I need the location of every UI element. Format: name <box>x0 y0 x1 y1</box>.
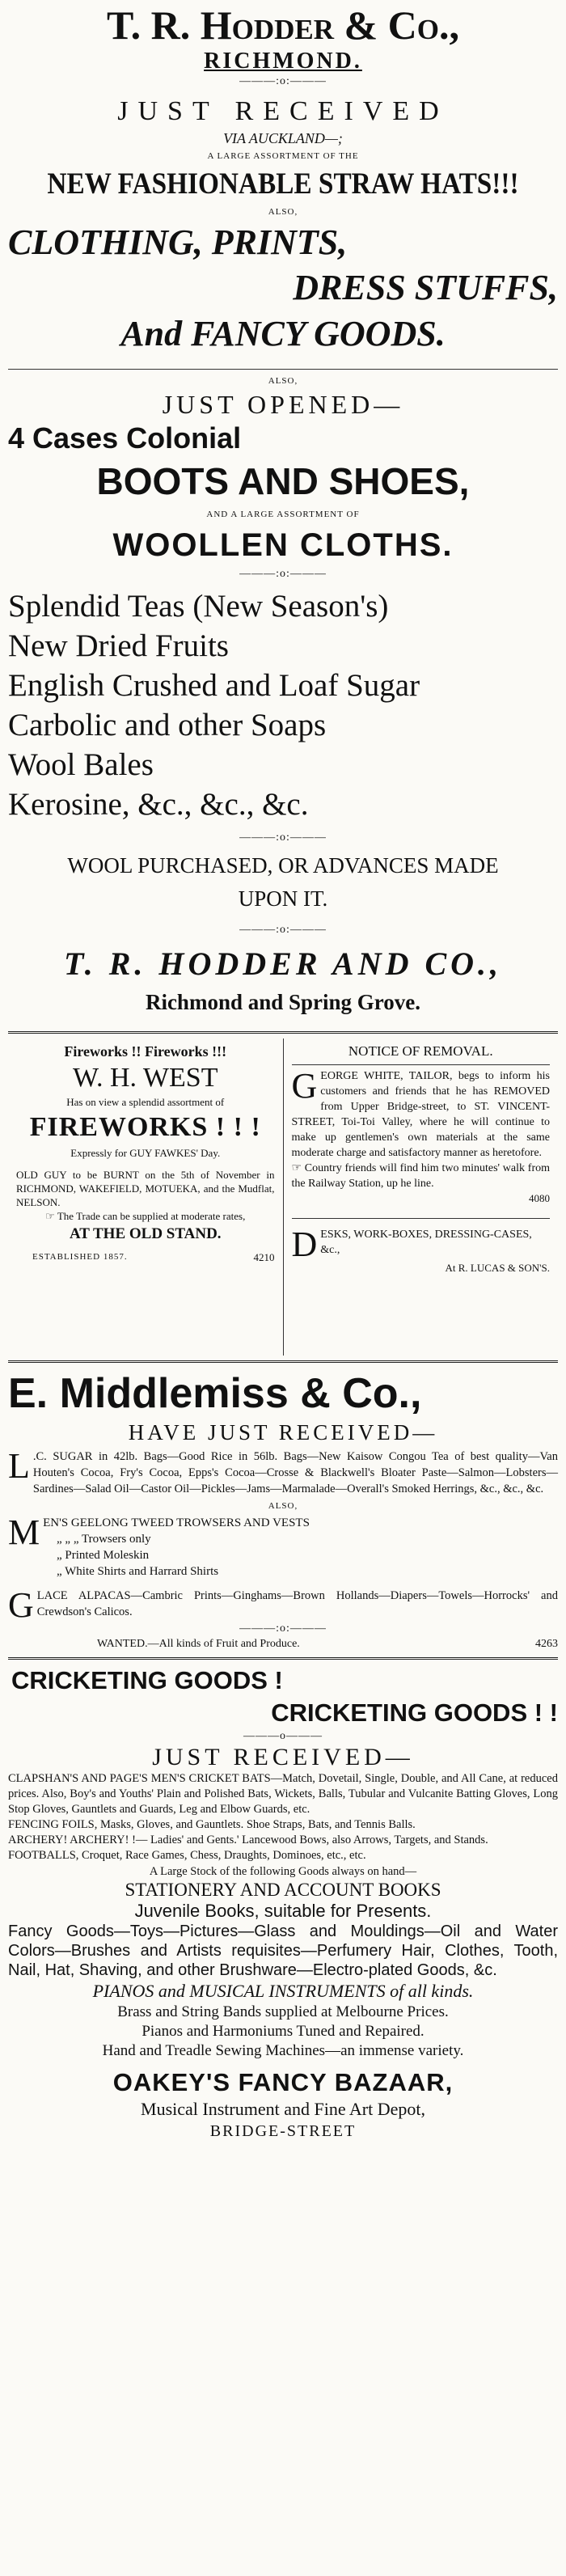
footballs: FOOTBALLS, Croquet, Race Games, Chess, Draughts, Dominoes, etc., etc. <box>8 1849 366 1862</box>
glace-list: LACE ALPACAS—Cambric Prints—Ginghams—Brown Hollands—Diapers—Towels—Horrocks' and Crewdson's Calicos. <box>36 1589 558 1618</box>
fencing-foils: FENCING FOILS, Masks, Gloves, and Gauntlets. Shoe Straps, Bats, and Tennis Balls. <box>8 1818 416 1831</box>
also-label: ALSO, <box>268 207 298 217</box>
oakey-depot: Musical Instrument and Fine Art Depot, <box>141 2099 425 2119</box>
list-item: New Dried Fruits <box>8 628 229 663</box>
white-notice: EORGE WHITE, TAILOR, begs to inform his customers and friends that he has REMOVED from Upper Bridge-street, to ST. VINCENT-STREET, Toi-Toi Valley, where he will continue to make up gentlemen's own materials at the same moderate charge and satisfactory manner as heretofore. <box>291 1070 550 1159</box>
geelong-trowsers: „ „ „ Trowsers only <box>57 1533 151 1546</box>
archery: ARCHERY! ARCHERY! !— Ladies' and Gents.' Lancewood Bows, also Arrows, Targets, and Stands. <box>8 1834 488 1846</box>
also-label: ALSO, <box>268 376 298 386</box>
fireworks-heading: Fireworks !! Fireworks !!! <box>64 1043 227 1060</box>
drop-cap: M <box>8 1512 40 1552</box>
divider <box>8 369 558 370</box>
brass-bands: Brass and String Bands supplied at Melbourne Prices. <box>117 2003 449 2020</box>
desks-heading: ESKS, WORK-BOXES, DRESSING-CASES, &c., <box>320 1229 532 1256</box>
separator: ———:o:——— <box>239 831 327 844</box>
newspaper-column <box>0 2 566 2576</box>
separator: ———:o:——— <box>239 568 327 580</box>
list-item: English Crushed and Loaf Sugar <box>8 668 420 703</box>
separator: ———:o:——— <box>239 75 327 87</box>
hodder-title: T. R. Hodder & Co., <box>106 2 460 48</box>
pianos-line: PIANOS and MUSICAL INSTRUMENTS of all kinds. <box>92 1981 474 2001</box>
advert-number: 4210 <box>253 1251 275 1263</box>
separator: ———:o:——— <box>239 1622 327 1635</box>
wool-upon-it: UPON IT. <box>238 886 328 911</box>
list-item: Kerosine, &c., &c., &c. <box>8 787 309 822</box>
separator: ———:o:——— <box>239 924 327 936</box>
fancy-goods-line: And FANCY GOODS. <box>120 314 446 353</box>
also-label: ALSO, <box>268 1501 298 1511</box>
west-view: Has on view a splendid assortment of <box>66 1096 225 1108</box>
list-item: Wool Bales <box>8 747 154 782</box>
woollen-cloths-heading: WOOLLEN CLOTHS. <box>112 527 454 563</box>
west-name: W. H. WEST <box>73 1063 218 1093</box>
hodder-advert <box>8 2 558 1018</box>
dress-stuffs-line: DRESS STUFFS, <box>293 268 558 307</box>
wanted-notice: WANTED.—All kinds of Fruit and Produce. <box>97 1638 300 1650</box>
list-item: Splendid Teas (New Season's) <box>8 589 389 624</box>
geelong-heading: EN'S GEELONG TWEED TROWSERS AND VESTS <box>43 1516 310 1529</box>
cricketing-heading-1: CRICKETING GOODS ! <box>11 1666 283 1694</box>
divider <box>8 1360 558 1363</box>
drop-cap: D <box>291 1225 318 1264</box>
advert-number: 4263 <box>535 1638 558 1650</box>
divider <box>8 1031 558 1034</box>
oakey-name: OAKEY'S FANCY BAZAAR, <box>112 2068 454 2096</box>
old-stand: AT THE OLD STAND. <box>69 1225 222 1242</box>
drop-cap: L <box>8 1446 30 1486</box>
just-received-heading: JUST RECEIVED <box>117 96 449 126</box>
hodder-location: Richmond and Spring Grove. <box>145 990 421 1014</box>
advert-number: 4080 <box>529 1192 550 1204</box>
guy-fawkes: Expressly for GUY FAWKES' Day. <box>70 1147 221 1159</box>
assortment-note: AND A LARGE ASSORTMENT OF <box>206 510 360 519</box>
just-opened-heading: JUST OPENED— <box>162 390 404 419</box>
wool-purchased: WOOL PURCHASED, OR ADVANCES MADE <box>67 853 499 878</box>
stock-note: A Large Stock of the following Goods always on hand— <box>149 1865 417 1878</box>
two-column-adverts <box>8 1038 558 1356</box>
boots-shoes-heading: BOOTS AND SHOES, <box>96 460 470 502</box>
trade-note: ☞ The Trade can be supplied at moderate rates, <box>45 1210 246 1222</box>
west-advert <box>8 1038 284 1356</box>
fancy-goods-list: Fancy Goods—Toys—Pictures—Glass and Mouldings—Oil and Water Colors—Brushes and Artists requisites—Perfumery Hair, Clothes, Tooth, Nail, Hat, Shaving, and other Brushware—Electro-plated Goods, &c. <box>8 1922 558 1979</box>
lucas-shop: At R. LUCAS & SON'S. <box>445 1262 550 1274</box>
sewing-machines: Hand and Treadle Sewing Machines—an immense variety. <box>102 2042 464 2059</box>
divider <box>8 1657 558 1660</box>
separator: ———o——— <box>243 1730 323 1742</box>
middlemiss-advert <box>8 1368 558 1652</box>
country-friends: ☞ Country friends will find him two minutes' walk from the Railway Station, up he line. <box>291 1162 550 1190</box>
established-year: ESTABLISHED 1857. <box>32 1252 128 1262</box>
white-advert <box>284 1038 559 1356</box>
list-item: Carbolic and other Soaps <box>8 708 327 742</box>
sugar-list: .C. SUGAR in 42lb. Bags—Good Rice in 56lb. Bags—New Kaisow Congou Tea of best quality—Van Houten's Cocoa, Fry's Cocoa, Epps's Cocoa—Crosse & Blackwell's Bloater Paste—Salmon—Lobsters—Sardines—Salad Oil—Castor Oil—Pickles—Jams—Marmalade—Overall's Smoked Herrings, &c., &c., &c. <box>32 1450 558 1495</box>
cricketing-heading-2: CRICKETING GOODS ! ! <box>271 1698 558 1727</box>
have-received: HAVE JUST RECEIVED— <box>128 1420 438 1445</box>
colonial-cases: 4 Cases Colonial <box>8 421 242 455</box>
pianos-tuned: Pianos and Harmoniums Tuned and Repaired. <box>142 2023 424 2040</box>
geelong-moleskin: „ Printed Moleskin <box>57 1549 150 1562</box>
drop-cap: G <box>291 1066 318 1106</box>
straw-hats-heading: NEW FASHIONABLE STRAW HATS!!! <box>47 167 519 201</box>
assortment-note: A LARGE ASSORTMENT OF THE <box>207 151 359 161</box>
fireworks-big: FIREWORKS ! ! ! <box>29 1112 261 1142</box>
geelong-shirts: „ White Shirts and Harrard Shirts <box>57 1565 219 1578</box>
hodder-signature: T. R. HODDER AND CO., <box>63 945 503 982</box>
just-received-heading: JUST RECEIVED— <box>152 1744 414 1770</box>
goods-list <box>8 586 558 824</box>
stationery-heading: STATIONERY AND ACCOUNT BOOKS <box>125 1880 441 1900</box>
old-guy-notice: OLD GUY to be BURNT on the 5th of November in RICHMOND, WAKEFIELD, MOTUEKA, and the Mudflat, NELSON. <box>16 1169 275 1208</box>
via-auckland: VIA AUCKLAND—; <box>223 130 343 146</box>
juvenile-books: Juvenile Books, suitable for Presents. <box>134 1901 432 1921</box>
drop-cap: G <box>8 1585 34 1625</box>
middlemiss-title: E. Middlemiss & Co., <box>8 1370 422 1417</box>
cricket-bats: CLAPSHAN'S AND PAGE'S MEN'S CRICKET BATS—Match, Dovetail, Single, Double, and All Cane, at reduced prices. Also, Boy's and Youths' Plain and Polished Bats, Wickets, Balls, Tubular and Vulcanite Batting Gloves, Long Stop Gloves, Gauntlets and Guards, Leg and Elbow Guards, etc. <box>8 1772 558 1816</box>
removal-heading: NOTICE OF REMOVAL. <box>348 1043 493 1059</box>
oakey-street: BRIDGE-STREET <box>209 2122 357 2140</box>
oakey-advert <box>8 1664 558 2142</box>
hodder-town: RICHMOND. <box>204 49 362 74</box>
clothing-line: CLOTHING, PRINTS, <box>8 222 348 262</box>
